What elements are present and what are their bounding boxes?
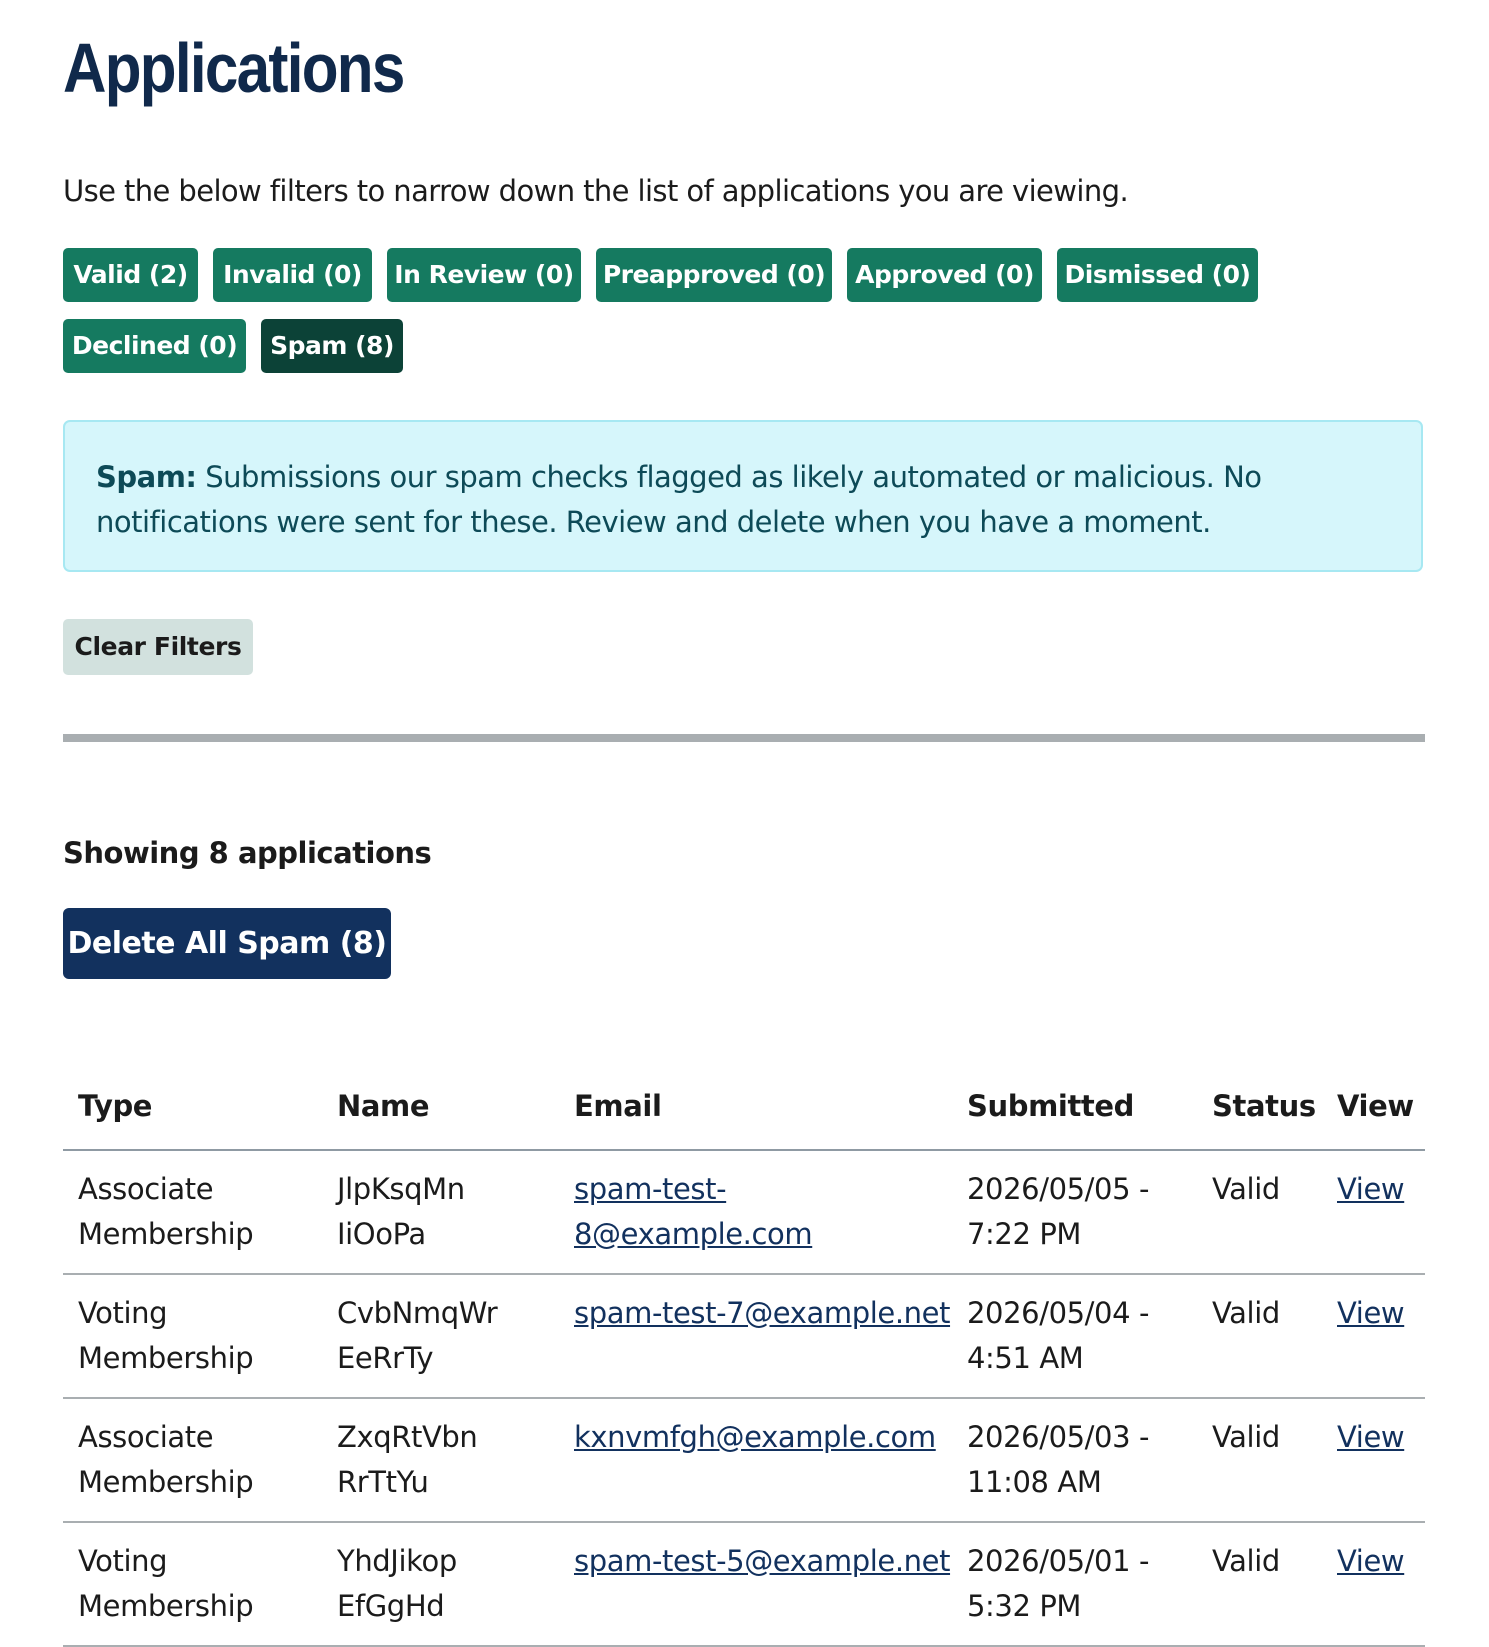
filter-preapproved[interactable]: Preapproved (0) (596, 248, 832, 302)
cell-email (559, 1522, 952, 1646)
filter-declined[interactable]: Declined (0) (63, 319, 246, 373)
cell-type: Voting Membership (63, 1274, 322, 1398)
filter-intro: Use the below filters to narrow down the list of applications you are viewing. (63, 174, 1129, 208)
cell-type: Associate Membership (63, 1150, 322, 1274)
cell-name: ZxqRtVbn RrTtYu (322, 1398, 559, 1522)
cell-type: Voting Membership (63, 1522, 322, 1646)
clear-filters-button[interactable]: Clear Filters (63, 619, 253, 675)
cell-view (1322, 1398, 1425, 1522)
spam-info-alert (63, 420, 1423, 572)
cell-email (559, 1398, 952, 1522)
cell-submitted: 2026/05/01 - 5:32 PM (952, 1522, 1197, 1646)
cell-status: Valid (1197, 1274, 1322, 1398)
cell-view (1322, 1522, 1425, 1646)
table-row (63, 1150, 1425, 1274)
alert-label: Spam: (96, 460, 197, 494)
column-header-type: Type (63, 1083, 322, 1150)
filter-invalid[interactable]: Invalid (0) (213, 248, 372, 302)
delete-all-spam-button[interactable]: Delete All Spam (8) (63, 908, 391, 979)
cell-name: CvbNmqWr EeRrTy (322, 1274, 559, 1398)
page-title: Applications (63, 29, 404, 107)
column-header-email: Email (559, 1083, 952, 1150)
email-link[interactable]: spam-test-5@example.net (574, 1544, 951, 1578)
alert-text: Submissions our spam checks flagged as likely automated or malicious. No notifications were sent for these. Review and delete when you have a moment. (96, 460, 1262, 539)
table-row (63, 1522, 1425, 1646)
cell-status: Valid (1197, 1150, 1322, 1274)
filter-in-review[interactable]: In Review (0) (387, 248, 581, 302)
view-link[interactable]: View (1337, 1544, 1405, 1578)
cell-name: YhdJikop EfGgHd (322, 1522, 559, 1646)
table-row (63, 1274, 1425, 1398)
applications-table (63, 1083, 1425, 1647)
cell-email (559, 1274, 952, 1398)
table-header-row (63, 1083, 1425, 1150)
email-link[interactable]: kxnvmfgh@example.com (574, 1420, 936, 1454)
section-divider (63, 734, 1425, 742)
cell-name: JlpKsqMn IiOoPa (322, 1150, 559, 1274)
cell-status: Valid (1197, 1522, 1322, 1646)
cell-type: Associate Membership (63, 1398, 322, 1522)
cell-submitted: 2026/05/03 - 11:08 AM (952, 1398, 1197, 1522)
filter-valid[interactable]: Valid (2) (63, 248, 198, 302)
filter-approved[interactable]: Approved (0) (847, 248, 1042, 302)
cell-submitted: 2026/05/05 - 7:22 PM (952, 1150, 1197, 1274)
column-header-status: Status (1197, 1083, 1322, 1150)
view-link[interactable]: View (1337, 1296, 1405, 1330)
table-row (63, 1398, 1425, 1522)
cell-email (559, 1150, 952, 1274)
column-header-name: Name (322, 1083, 559, 1150)
cell-status: Valid (1197, 1398, 1322, 1522)
cell-view (1322, 1274, 1425, 1398)
filter-spam[interactable]: Spam (8) (261, 319, 403, 373)
email-link[interactable]: spam-test-8@example.com (574, 1172, 813, 1251)
view-link[interactable]: View (1337, 1420, 1405, 1454)
results-count: Showing 8 applications (63, 836, 432, 870)
cell-view (1322, 1150, 1425, 1274)
email-link[interactable]: spam-test-7@example.net (574, 1296, 951, 1330)
cell-submitted: 2026/05/04 - 4:51 AM (952, 1274, 1197, 1398)
column-header-view: View (1322, 1083, 1425, 1150)
column-header-submitted: Submitted (952, 1083, 1197, 1150)
filter-dismissed[interactable]: Dismissed (0) (1057, 248, 1258, 302)
view-link[interactable]: View (1337, 1172, 1405, 1206)
